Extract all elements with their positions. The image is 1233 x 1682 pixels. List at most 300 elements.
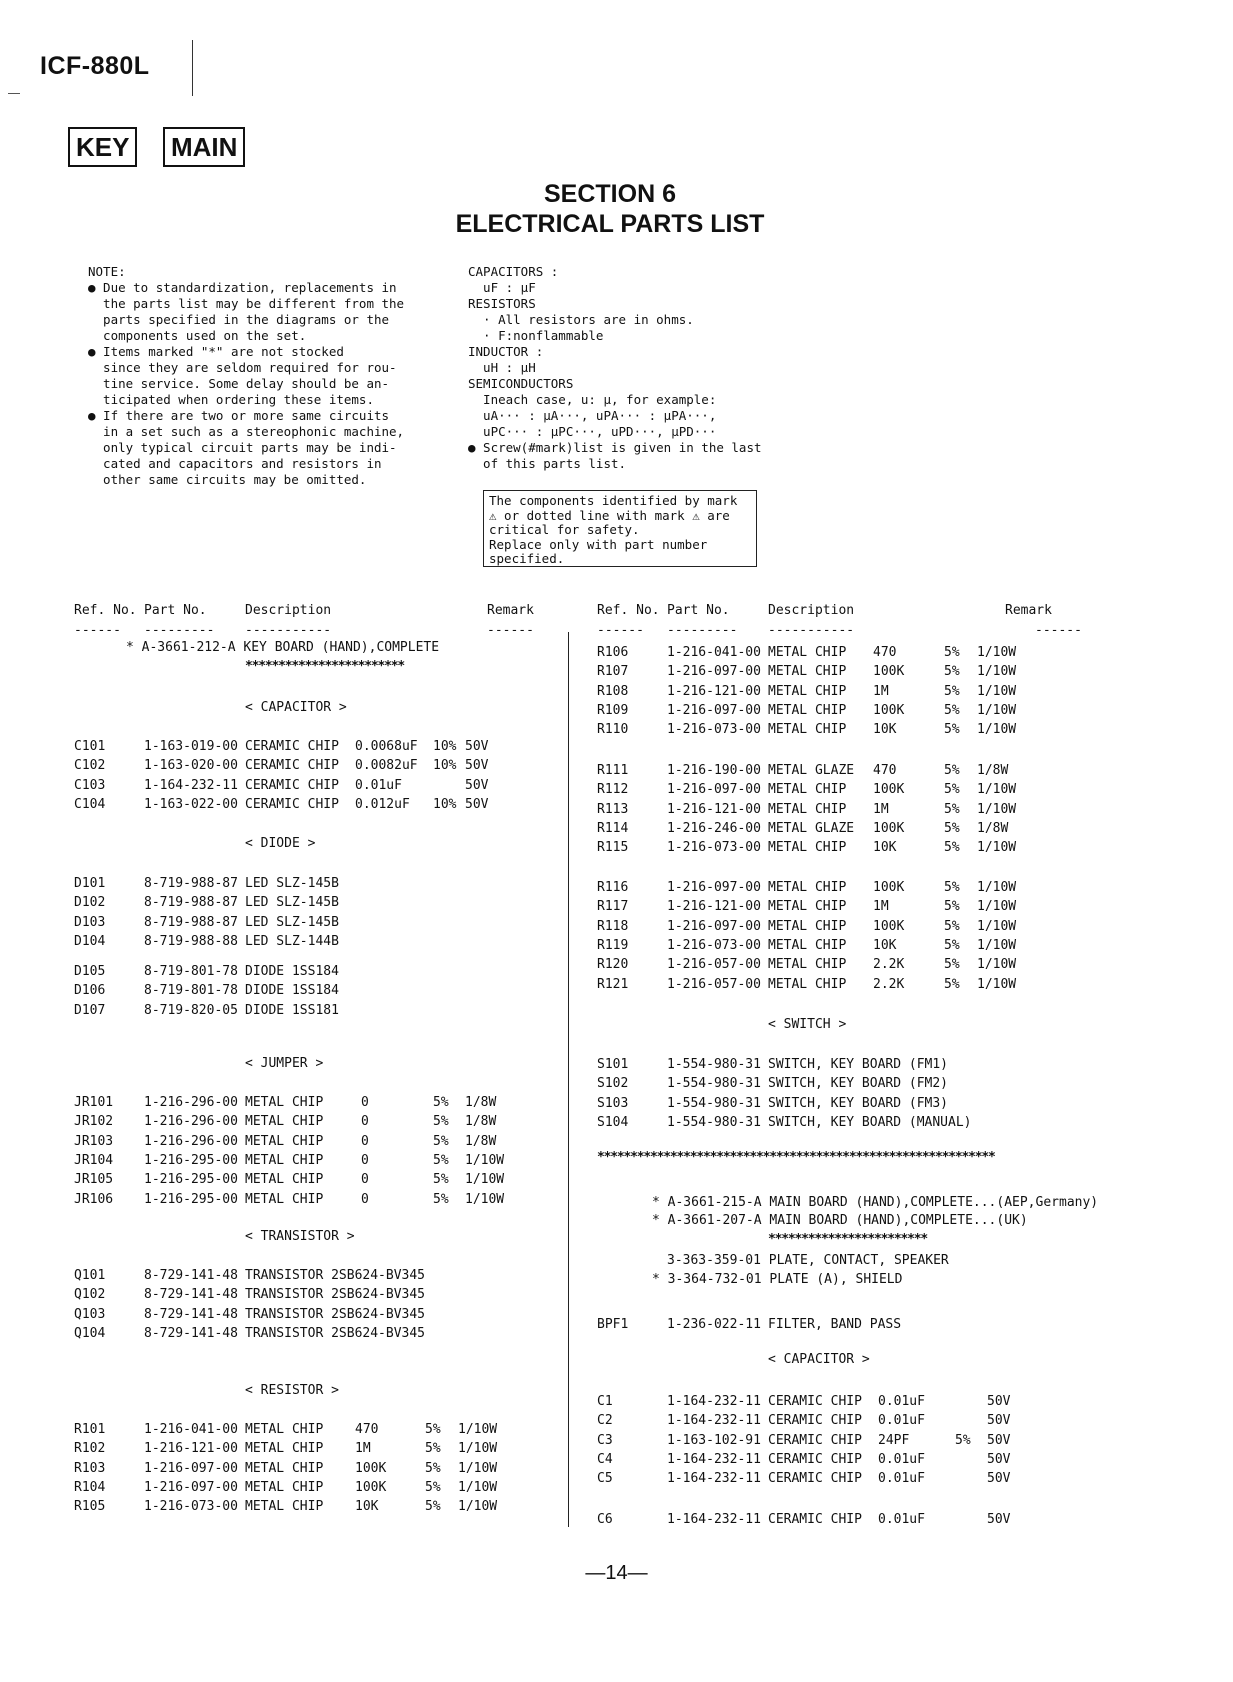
resistor-row-cell: 100K bbox=[873, 782, 905, 798]
note-right-line: INDUCTOR : bbox=[468, 344, 544, 359]
capacitor-row-cell: CERAMIC CHIP bbox=[245, 758, 339, 774]
resistor-row-cell: METAL CHIP bbox=[768, 957, 847, 973]
resistor-row-cell: METAL CHIP bbox=[768, 976, 847, 992]
resistor-row-cell: 1-216-097-00 bbox=[667, 782, 761, 798]
jumper-row-cell: 1-216-295-00 bbox=[144, 1152, 238, 1168]
col-remark-header-right: Remark bbox=[1005, 603, 1052, 618]
diode-row-cell: 8-719-801-78 bbox=[144, 964, 238, 979]
resistor-row-cell: 1/10W bbox=[977, 937, 1017, 953]
col-part-rule: --------- bbox=[144, 623, 215, 638]
resistor-row-cell: 100K bbox=[355, 1479, 387, 1495]
capacitor-row-cell: CERAMIC CHIP bbox=[245, 796, 339, 812]
filter-row-cell: FILTER, BAND PASS bbox=[768, 1317, 902, 1332]
jumper-row-cell: METAL CHIP bbox=[245, 1114, 324, 1130]
safety-line: specified. bbox=[489, 551, 565, 566]
jumper-row-cell: 1-216-295-00 bbox=[144, 1191, 238, 1207]
jumper-row-cell: 1/10W bbox=[465, 1152, 505, 1168]
capacitor-row-cell: C5 bbox=[597, 1471, 613, 1487]
transistor-row-cell: Q102 bbox=[74, 1287, 106, 1303]
resistor-row-cell: METAL CHIP bbox=[768, 937, 847, 953]
col-desc-rule: ----------- bbox=[245, 623, 332, 638]
note-right-line: · All resistors are in ohms. bbox=[468, 312, 694, 327]
capacitor-row-cell: 0.01uF bbox=[878, 1512, 925, 1527]
resistor-row-cell: 1-216-097-00 bbox=[667, 664, 761, 680]
resistor-row-cell: 5% bbox=[425, 1422, 441, 1437]
key-board-assembly: * A-3661-212-A KEY BOARD (HAND),COMPLETE bbox=[126, 640, 440, 655]
diode-row-cell: 8-719-988-87 bbox=[144, 914, 238, 930]
resistor-row-cell: 1-216-097-00 bbox=[667, 702, 761, 718]
jumper-row-cell: JR102 bbox=[74, 1114, 114, 1130]
col-ref-header-right: Ref. No. bbox=[597, 603, 660, 618]
resistor-row-cell: METAL CHIP bbox=[768, 840, 847, 856]
capacitor-row-cell: 50V bbox=[465, 796, 489, 812]
jumper-row-cell: 0 bbox=[361, 1152, 369, 1168]
jumper-row-cell: 1-216-296-00 bbox=[144, 1114, 238, 1130]
capacitor-row-cell: CERAMIC CHIP bbox=[768, 1432, 862, 1448]
capacitor-row-cell: 1-164-232-11 bbox=[667, 1451, 761, 1467]
resistor-row-cell: 1-216-057-00 bbox=[667, 976, 761, 992]
note-right-line: of this parts list. bbox=[468, 456, 627, 471]
transistor-row-cell: Q104 bbox=[74, 1325, 106, 1341]
model-number: ICF-880L bbox=[40, 52, 150, 80]
diode-row-cell: D102 bbox=[74, 895, 106, 911]
resistor-row-cell: 1/10W bbox=[977, 645, 1017, 660]
section-number: SECTION 6 bbox=[544, 180, 676, 208]
capacitor-row-cell: 1-163-022-00 bbox=[144, 796, 238, 812]
resistor-row-cell: R116 bbox=[597, 880, 629, 895]
filter-row-cell: BPF1 bbox=[597, 1317, 629, 1332]
capacitor-row-cell: CERAMIC CHIP bbox=[768, 1394, 862, 1409]
filter-row-cell: 1-236-022-11 bbox=[667, 1317, 761, 1332]
col-remark-rule: ------ bbox=[487, 623, 534, 638]
capacitor-row-cell: 50V bbox=[987, 1432, 1011, 1448]
switch-row-cell: SWITCH, KEY BOARD (FM1) bbox=[768, 1057, 949, 1072]
diode-row-cell: D103 bbox=[74, 914, 106, 930]
resistor-row-cell: 10K bbox=[873, 840, 897, 856]
safety-line: The components identified by mark bbox=[489, 493, 738, 508]
resistor-row-cell: 1/10W bbox=[977, 899, 1017, 915]
capacitor-row-cell: C104 bbox=[74, 796, 106, 812]
resistor-row-cell: 5% bbox=[944, 880, 960, 895]
capacitor-row-cell: 50V bbox=[987, 1471, 1011, 1487]
capacitor-header-right: < CAPACITOR > bbox=[768, 1352, 870, 1367]
capacitor-row-cell: 1-163-102-91 bbox=[667, 1432, 761, 1448]
capacitor-row-cell: C102 bbox=[74, 758, 106, 774]
resistor-row-cell: 1-216-121-00 bbox=[144, 1441, 238, 1457]
resistor-row-cell: 10K bbox=[355, 1499, 379, 1515]
resistor-row-cell: 5% bbox=[944, 957, 960, 973]
jumper-row-cell: 0 bbox=[361, 1095, 369, 1110]
main-board-aep: * A-3661-215-A MAIN BOARD (HAND),COMPLETE...(AEP,Germany) bbox=[652, 1195, 1099, 1210]
capacitor-row-cell: 1-163-019-00 bbox=[144, 739, 238, 754]
resistor-row-cell: 1/10W bbox=[977, 702, 1017, 718]
page-number: —14— bbox=[585, 1562, 648, 1584]
capacitor-row-cell: C6 bbox=[597, 1512, 613, 1527]
resistor-row-cell: 100K bbox=[873, 664, 905, 680]
resistor-row-cell: R104 bbox=[74, 1479, 106, 1495]
jumper-row-cell: 1-216-296-00 bbox=[144, 1095, 238, 1110]
resistor-row-cell: METAL CHIP bbox=[768, 702, 847, 718]
col-part-header-right: Part No. bbox=[667, 603, 730, 618]
resistor-row-cell: 5% bbox=[944, 763, 960, 778]
resistor-row-cell: 100K bbox=[873, 820, 905, 836]
note-right bbox=[468, 264, 762, 472]
jumper-row-cell: METAL CHIP bbox=[245, 1152, 324, 1168]
resistor-row-cell: 100K bbox=[873, 918, 905, 934]
jumper-row-cell: 5% bbox=[433, 1114, 449, 1130]
resistor-row-cell: 1M bbox=[873, 801, 889, 817]
resistor-row-cell: 1-216-041-00 bbox=[144, 1422, 238, 1437]
capacitor-row-cell: 10% bbox=[433, 796, 457, 812]
resistor-row-cell: 470 bbox=[873, 763, 897, 778]
resistor-row-cell: METAL GLAZE bbox=[768, 763, 855, 778]
resistor-row-cell: 1-216-246-00 bbox=[667, 820, 761, 836]
resistor-row-cell: 5% bbox=[944, 937, 960, 953]
note-left-line: components used on the set. bbox=[88, 328, 307, 343]
resistor-row-cell: 1/10W bbox=[977, 976, 1017, 992]
diode-row-cell: LED SLZ-145B bbox=[245, 914, 339, 930]
jumper-row-cell: METAL CHIP bbox=[245, 1095, 324, 1110]
jumper-row-cell: 1/8W bbox=[465, 1133, 497, 1149]
capacitor-row-cell: C2 bbox=[597, 1413, 613, 1429]
safety-notice-box bbox=[483, 490, 757, 567]
capacitor-row-cell: 5% bbox=[955, 1432, 971, 1448]
diode-row-cell: 8-719-988-87 bbox=[144, 876, 238, 891]
diode-row-cell: LED SLZ-145B bbox=[245, 876, 339, 891]
main-board-stars: ************************ bbox=[768, 1232, 928, 1247]
resistor-row-cell: R114 bbox=[597, 820, 629, 836]
resistor-header: < RESISTOR > bbox=[245, 1383, 339, 1398]
resistor-row-cell: 1/8W bbox=[977, 763, 1009, 778]
switch-row-cell: 1-554-980-31 bbox=[667, 1095, 761, 1111]
jumper-row-cell: JR103 bbox=[74, 1133, 114, 1149]
resistor-row-cell: R105 bbox=[74, 1499, 106, 1515]
resistor-row-cell: R118 bbox=[597, 918, 629, 934]
jumper-row-cell: 5% bbox=[433, 1133, 449, 1149]
capacitor-row-cell: CERAMIC CHIP bbox=[768, 1471, 862, 1487]
resistor-row-cell: 1/10W bbox=[977, 918, 1017, 934]
safety-line: ⚠ or dotted line with mark ⚠ are bbox=[489, 507, 730, 523]
resistor-row-cell: METAL CHIP bbox=[245, 1479, 324, 1495]
switch-row-cell: S103 bbox=[597, 1095, 629, 1111]
col-part-rule-right: --------- bbox=[667, 623, 738, 638]
col-ref-header: Ref. No. bbox=[74, 603, 137, 618]
col-ref-rule: ------ bbox=[74, 623, 121, 638]
resistor-row-cell: 5% bbox=[944, 722, 960, 738]
note-left-line: ● If there are two or more same circuits bbox=[88, 408, 390, 423]
resistor-row-cell: 5% bbox=[944, 976, 960, 992]
resistor-row-cell: 5% bbox=[425, 1499, 441, 1515]
resistor-row-cell: 5% bbox=[425, 1441, 441, 1457]
resistor-row-cell: 1/10W bbox=[458, 1499, 498, 1515]
resistor-row-cell: 1-216-097-00 bbox=[667, 880, 761, 895]
note-right-line: ● Screw(#mark)list is given in the last bbox=[468, 440, 762, 455]
resistor-row-cell: R115 bbox=[597, 840, 629, 856]
resistor-row-cell: 1/10W bbox=[977, 957, 1017, 973]
capacitor-row-cell: 50V bbox=[987, 1394, 1011, 1409]
diode-row-cell: 8-719-988-87 bbox=[144, 895, 238, 911]
note-left-line: in a set such as a stereophonic machine, bbox=[88, 424, 405, 439]
note-left-line: tine service. Some delay should be an- bbox=[88, 376, 390, 391]
capacitor-row-cell: C3 bbox=[597, 1432, 613, 1448]
capacitor-row-cell: 50V bbox=[987, 1451, 1011, 1467]
capacitor-header: < CAPACITOR > bbox=[245, 700, 347, 715]
note-right-line: Ineach case, u: μ, for example: bbox=[468, 392, 717, 407]
main-board-uk: * A-3661-207-A MAIN BOARD (HAND),COMPLETE...(UK) bbox=[652, 1213, 1028, 1228]
transistor-row-cell: 8-729-141-48 bbox=[144, 1306, 238, 1322]
col-remark-rule-right: ------ bbox=[1035, 623, 1082, 638]
safety-line: critical for safety. bbox=[489, 522, 640, 537]
diode-row-cell: LED SLZ-145B bbox=[245, 895, 339, 911]
resistor-row-cell: METAL CHIP bbox=[245, 1422, 324, 1437]
note-right-line: SEMICONDUCTORS bbox=[468, 376, 574, 391]
resistor-row-cell: 1-216-097-00 bbox=[144, 1460, 238, 1476]
switch-row-cell: 1-554-980-31 bbox=[667, 1057, 761, 1072]
resistor-row-cell: 10K bbox=[873, 722, 897, 738]
resistor-row-cell: 1/10W bbox=[458, 1441, 498, 1457]
transistor-row-cell: Q103 bbox=[74, 1306, 106, 1322]
resistor-row-cell: METAL CHIP bbox=[245, 1441, 324, 1457]
resistor-row-cell: 1/10W bbox=[977, 880, 1017, 895]
diode-row-cell: 8-719-801-78 bbox=[144, 983, 238, 999]
jumper-header: < JUMPER > bbox=[245, 1056, 324, 1071]
resistor-row-cell: 1-216-073-00 bbox=[144, 1499, 238, 1515]
jumper-row-cell: JR101 bbox=[74, 1095, 114, 1110]
resistor-row-cell: 1/10W bbox=[977, 722, 1017, 738]
resistor-row-cell: 1-216-073-00 bbox=[667, 840, 761, 856]
capacitor-row-cell: 1-164-232-11 bbox=[667, 1394, 761, 1409]
jumper-row-cell: 5% bbox=[433, 1172, 449, 1188]
resistor-row-cell: R121 bbox=[597, 976, 629, 992]
resistor-row-cell: 1-216-057-00 bbox=[667, 957, 761, 973]
diode-row-cell: D104 bbox=[74, 933, 106, 949]
resistor-row-cell: 1-216-121-00 bbox=[667, 801, 761, 817]
resistor-row-cell: METAL CHIP bbox=[768, 664, 847, 680]
capacitor-row-cell: 1-164-232-11 bbox=[667, 1512, 761, 1527]
col-desc-header: Description bbox=[245, 603, 332, 618]
jumper-row-cell: 5% bbox=[433, 1191, 449, 1207]
capacitor-row-cell: 1-164-232-11 bbox=[144, 777, 238, 793]
note-right-line: uH : μH bbox=[468, 360, 536, 375]
resistor-row-cell: R120 bbox=[597, 957, 629, 973]
resistor-row-cell: METAL CHIP bbox=[768, 801, 847, 817]
resistor-row-cell: 5% bbox=[944, 840, 960, 856]
jumper-row-cell: 1/10W bbox=[465, 1172, 505, 1188]
jumper-row-cell: 5% bbox=[433, 1152, 449, 1168]
resistor-row-cell: 1-216-121-00 bbox=[667, 899, 761, 915]
resistor-row-cell: 2.2K bbox=[873, 976, 905, 992]
resistor-row-cell: 5% bbox=[944, 683, 960, 699]
page-title: ELECTRICAL PARTS LIST bbox=[455, 210, 765, 238]
resistor-row-cell: 2.2K bbox=[873, 957, 905, 973]
jumper-row-cell: JR105 bbox=[74, 1172, 114, 1188]
resistor-row-cell: 1/10W bbox=[458, 1422, 498, 1437]
capacitor-row-cell: 10% bbox=[433, 739, 457, 754]
resistor-row-cell: 5% bbox=[944, 918, 960, 934]
resistor-row-cell: METAL CHIP bbox=[768, 918, 847, 934]
resistor-row-cell: R110 bbox=[597, 722, 629, 738]
resistor-row-cell: R106 bbox=[597, 645, 629, 660]
capacitor-row-cell: CERAMIC CHIP bbox=[245, 739, 339, 754]
capacitor-row-cell: 50V bbox=[465, 739, 489, 754]
jumper-row-cell: 1/10W bbox=[465, 1191, 505, 1207]
resistor-row-cell: 470 bbox=[873, 645, 897, 660]
resistor-row-cell: 5% bbox=[944, 702, 960, 718]
note-left-line: NOTE: bbox=[88, 264, 126, 279]
resistor-row-cell: R112 bbox=[597, 782, 629, 798]
note-left-line: cated and capacitors and resistors in bbox=[88, 456, 382, 471]
note-right-line: CAPACITORS : bbox=[468, 264, 559, 279]
capacitor-row-cell: 1-163-020-00 bbox=[144, 758, 238, 774]
resistor-row-cell: 5% bbox=[944, 820, 960, 836]
diode-row-cell: D107 bbox=[74, 1002, 106, 1018]
resistor-row-cell: 1-216-073-00 bbox=[667, 722, 761, 738]
resistor-row-cell: 5% bbox=[944, 782, 960, 798]
jumper-row-cell: JR106 bbox=[74, 1191, 114, 1207]
resistor-row-cell: R117 bbox=[597, 899, 629, 915]
diode-row-cell: D101 bbox=[74, 876, 106, 891]
capacitor-row-cell: 1-164-232-11 bbox=[667, 1413, 761, 1429]
resistor-row-cell: R101 bbox=[74, 1422, 106, 1437]
transistor-row-cell: TRANSISTOR 2SB624-BV345 bbox=[245, 1287, 426, 1303]
diode-row-cell: DIODE 1SS184 bbox=[245, 964, 339, 979]
note-left-line: only typical circuit parts may be indi- bbox=[88, 440, 397, 455]
capacitor-row-cell: CERAMIC CHIP bbox=[768, 1451, 862, 1467]
column-divider bbox=[568, 632, 569, 1527]
transistor-header: < TRANSISTOR > bbox=[245, 1229, 355, 1244]
capacitor-row-cell: C103 bbox=[74, 777, 106, 793]
resistor-row-cell: METAL CHIP bbox=[768, 880, 847, 895]
resistor-row-cell: 5% bbox=[425, 1479, 441, 1495]
transistor-row-cell: TRANSISTOR 2SB624-BV345 bbox=[245, 1325, 426, 1341]
capacitor-row-cell: CERAMIC CHIP bbox=[245, 777, 339, 793]
resistor-row-cell: R109 bbox=[597, 702, 629, 718]
header-divider bbox=[192, 40, 193, 96]
resistor-row-cell: METAL CHIP bbox=[245, 1499, 324, 1515]
resistor-row-cell: 100K bbox=[873, 880, 905, 895]
capacitor-row-cell: 50V bbox=[987, 1413, 1011, 1429]
resistor-row-cell: 1/8W bbox=[977, 820, 1009, 836]
diode-row-cell: DIODE 1SS184 bbox=[245, 983, 339, 999]
transistor-row-cell: 8-729-141-48 bbox=[144, 1268, 238, 1283]
resistor-row-cell: 1/10W bbox=[977, 782, 1017, 798]
note-left-line: ● Items marked "*" are not stocked bbox=[88, 344, 344, 359]
resistor-row-cell: 1/10W bbox=[977, 801, 1017, 817]
diode-row-cell: D106 bbox=[74, 983, 106, 999]
col-ref-rule-right: ------ bbox=[597, 623, 644, 638]
capacitor-row-cell: 0.01uF bbox=[878, 1451, 925, 1467]
col-desc-header-right: Description bbox=[768, 603, 855, 618]
jumper-row-cell: 1-216-296-00 bbox=[144, 1133, 238, 1149]
resistor-row-cell: 1-216-097-00 bbox=[144, 1479, 238, 1495]
resistor-row-cell: 10K bbox=[873, 937, 897, 953]
capacitor-row-cell: C4 bbox=[597, 1451, 613, 1467]
transistor-row-cell: TRANSISTOR 2SB624-BV345 bbox=[245, 1306, 426, 1322]
capacitor-row-cell: 0.012uF bbox=[355, 796, 410, 812]
resistor-row-cell: 1/10W bbox=[977, 664, 1017, 680]
resistor-row-cell: METAL CHIP bbox=[245, 1460, 324, 1476]
switch-row-cell: SWITCH, KEY BOARD (FM2) bbox=[768, 1076, 949, 1092]
switch-row-cell: SWITCH, KEY BOARD (FM3) bbox=[768, 1095, 949, 1111]
note-right-line: uPC··· : μPC···, uPD···, μPD··· bbox=[468, 424, 717, 439]
capacitor-row-cell: 0.0068uF bbox=[355, 739, 418, 754]
jumper-row-cell: 1/8W bbox=[465, 1095, 497, 1110]
resistor-row-cell: 1M bbox=[873, 683, 889, 699]
plate-shield: * 3-364-732-01 PLATE (A), SHIELD bbox=[652, 1272, 903, 1287]
resistor-row-cell: 5% bbox=[425, 1460, 441, 1476]
resistor-row-cell: 5% bbox=[944, 801, 960, 817]
plate-contact-speaker: 3-363-359-01 PLATE, CONTACT, SPEAKER bbox=[667, 1253, 949, 1268]
resistor-row-cell: R113 bbox=[597, 801, 629, 817]
diode-header: < DIODE > bbox=[245, 836, 316, 851]
note-left-line: other same circuits may be omitted. bbox=[88, 472, 367, 487]
diode-row-cell: DIODE 1SS181 bbox=[245, 1002, 339, 1018]
diode-row-cell: 8-719-988-88 bbox=[144, 933, 238, 949]
capacitor-row-cell: 50V bbox=[987, 1512, 1011, 1527]
capacitor-row-cell: 50V bbox=[465, 758, 489, 774]
jumper-row-cell: 1-216-295-00 bbox=[144, 1172, 238, 1188]
switch-row-cell: S102 bbox=[597, 1076, 629, 1092]
resistor-row-cell: METAL CHIP bbox=[768, 782, 847, 798]
switch-row-cell: SWITCH, KEY BOARD (MANUAL) bbox=[768, 1114, 972, 1130]
resistor-row-cell: 1/10W bbox=[458, 1460, 498, 1476]
jumper-row-cell: 0 bbox=[361, 1172, 369, 1188]
capacitor-row-cell: 0.01uF bbox=[878, 1471, 925, 1487]
note-left-line: since they are seldom required for rou- bbox=[88, 360, 397, 375]
capacitor-row-cell: 0.01uF bbox=[355, 777, 402, 793]
safety-line: Replace only with part number bbox=[489, 536, 708, 552]
jumper-row-cell: 0 bbox=[361, 1133, 369, 1149]
resistor-row-cell: METAL CHIP bbox=[768, 722, 847, 738]
capacitor-row-cell: 1-164-232-11 bbox=[667, 1471, 761, 1487]
diode-row-cell: 8-719-820-05 bbox=[144, 1002, 238, 1018]
note-right-line: · F:nonflammable bbox=[468, 328, 604, 343]
jumper-row-cell: METAL CHIP bbox=[245, 1191, 324, 1207]
resistor-row-cell: 1-216-041-00 bbox=[667, 645, 761, 660]
resistor-row-cell: 5% bbox=[944, 645, 960, 660]
transistor-row-cell: TRANSISTOR 2SB624-BV345 bbox=[245, 1268, 426, 1283]
capacitor-row-cell: 10% bbox=[433, 758, 457, 774]
key-tag: KEY bbox=[68, 127, 137, 167]
col-part-header: Part No. bbox=[144, 603, 207, 618]
resistor-row-cell: 1-216-073-00 bbox=[667, 937, 761, 953]
resistor-row-cell: 100K bbox=[873, 702, 905, 718]
capacitor-row-cell: 0.01uF bbox=[878, 1413, 925, 1429]
jumper-row-cell: 5% bbox=[433, 1095, 449, 1110]
switch-header: < SWITCH > bbox=[768, 1017, 847, 1032]
col-remark-header: Remark bbox=[487, 603, 534, 618]
transistor-row-cell: 8-729-141-48 bbox=[144, 1287, 238, 1303]
switch-row-cell: S101 bbox=[597, 1057, 629, 1072]
jumper-row-cell: METAL CHIP bbox=[245, 1172, 324, 1188]
resistor-row-cell: 1/10W bbox=[977, 840, 1017, 856]
resistor-row-cell: 1/10W bbox=[458, 1479, 498, 1495]
separator-stars: ************************************************************ bbox=[597, 1150, 995, 1165]
jumper-row-cell: 0 bbox=[361, 1114, 369, 1130]
assembly-stars: ************************ bbox=[245, 659, 405, 674]
resistor-row-cell: R119 bbox=[597, 937, 629, 953]
resistor-row-cell: 1-216-121-00 bbox=[667, 683, 761, 699]
note-right-line: uF : μF bbox=[468, 280, 536, 295]
resistor-row-cell: 100K bbox=[355, 1460, 387, 1476]
capacitor-row-cell: 50V bbox=[465, 777, 489, 793]
note-left-line: ● Due to standardization, replacements in bbox=[88, 280, 397, 295]
capacitor-row-cell: 0.0082uF bbox=[355, 758, 418, 774]
note-right-line: uA··· : μA···, uPA··· : μPA···, bbox=[468, 408, 717, 423]
resistor-row-cell: 1-216-190-00 bbox=[667, 763, 761, 778]
capacitor-row-cell: 0.01uF bbox=[878, 1394, 925, 1409]
resistor-row-cell: 5% bbox=[944, 664, 960, 680]
